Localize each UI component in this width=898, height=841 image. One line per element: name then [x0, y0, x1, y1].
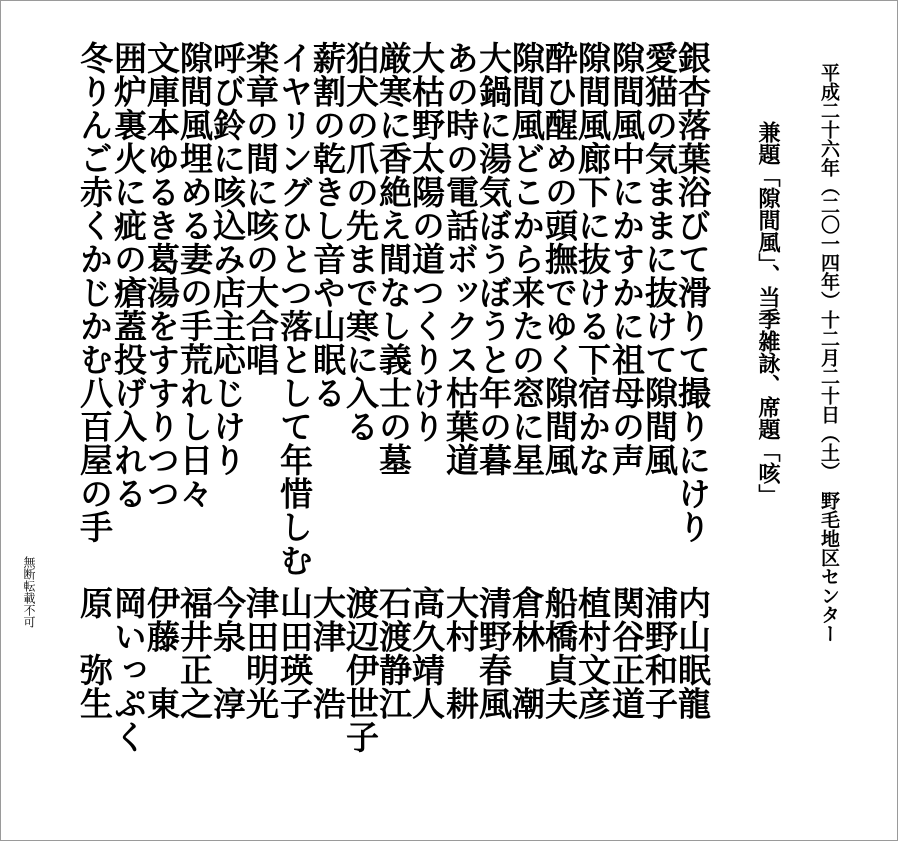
author-name: 原 弥生: [75, 586, 114, 720]
haiku-text: 文庫本ゆるき葛湯をすすりつつ: [142, 41, 181, 510]
author-name: 福井正之: [175, 586, 214, 720]
haiku-text: 囲炉裏火に疵の瘡蓋投げ入れる: [109, 41, 148, 510]
haiku-text: 隙間風中にかすかに祖母の声: [607, 41, 646, 477]
author-name: 津田明光: [241, 586, 280, 720]
author-name: 高久靖人: [407, 586, 446, 720]
author-name: 山田瑛子: [275, 586, 314, 720]
haiku-text: 銀杏落葉浴びて滑りて撮りにけり: [673, 41, 712, 544]
author-name: 植村文彦: [573, 586, 612, 720]
author-name: 大津 浩: [308, 586, 347, 720]
haiku-text: 厳寒に香絶え間なし義士の墓: [374, 41, 413, 477]
haiku-text: 冬りんご赤くかじかむ八百屋の手: [75, 41, 114, 544]
venue-line: 野毛地区センター: [818, 491, 840, 643]
author-name: 清野春風: [474, 586, 513, 720]
haiku-text: 大枯野太陽の道つくりけり: [407, 41, 446, 443]
haiku-text: 薪割の乾きし音や山眠る: [308, 41, 347, 410]
haiku-text: 狛犬の爪の先まで寒に入る: [341, 41, 380, 443]
date-line: 平成二十六年（二〇一四年）十二月二十日（土）: [818, 63, 840, 481]
reprint-notice: 無断転載不可: [22, 556, 36, 628]
haiku-text: 隙間風埋める妻の手荒れし日々: [175, 41, 214, 510]
author-name: 今泉 淳: [208, 586, 247, 720]
haiku-text: 酔ひ醒めの頭撫でゆく隙間風: [540, 41, 579, 477]
author-name: 大村 耕: [441, 586, 480, 720]
haiku-text: 隙間風どこから来たの窓に星: [507, 41, 546, 477]
author-name: 渡辺伊世子: [341, 586, 380, 754]
haiku-text: 呼び鈴に咳込み店主応じけり: [208, 41, 247, 477]
author-name: 伊藤 東: [142, 586, 181, 720]
haiku-text: 大鍋に湯気ぼうぼうと年の暮: [474, 41, 513, 477]
author-name: 関谷正道: [607, 586, 646, 720]
haiku-text: 隙間風廊下に抜ける下宿かな: [573, 41, 612, 477]
author-name: 石渡静江: [374, 586, 413, 720]
haiku-text: イヤリングひとつ落として年惜しむ: [275, 41, 314, 577]
author-name: 船橋貞夫: [540, 586, 579, 720]
topics-line: 兼題「隙間風」、当季雑詠、席題「咳」: [755, 121, 781, 506]
author-name: 浦野和子: [640, 586, 679, 720]
author-name: 岡いっぷく: [109, 586, 148, 754]
author-name: 倉林 潮: [507, 586, 546, 720]
haiku-text: あの時の電話ボックス枯葉道: [441, 41, 480, 477]
haiku-text: 愛猫の気ままに抜けて隙間風: [640, 41, 679, 477]
author-name: 内山眠龍: [673, 586, 712, 720]
haiku-text: 楽章の間に咳の大合唱: [241, 41, 280, 376]
